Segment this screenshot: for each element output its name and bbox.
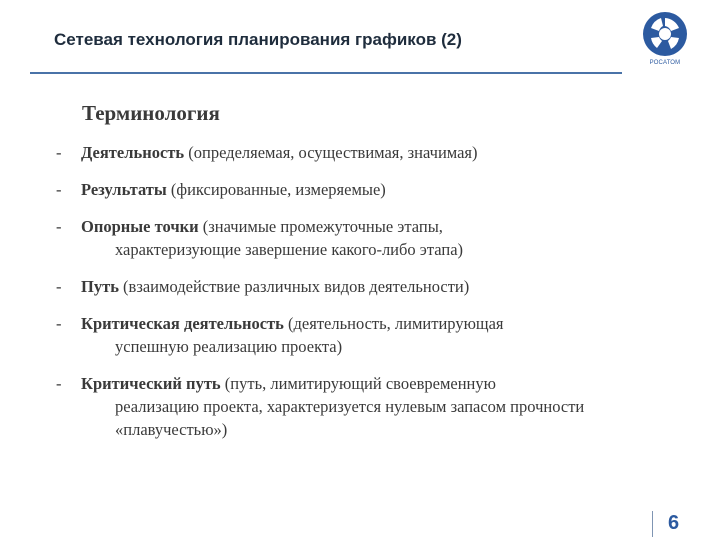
term-item	[56, 141, 616, 164]
list-dash: -	[56, 314, 62, 333]
list-dash: -	[56, 143, 62, 162]
term-description-continued: успешную реализацию проекта)	[115, 337, 343, 356]
term-description: (определяемая, осуществимая, значимая)	[184, 143, 478, 162]
term-item	[56, 372, 616, 441]
term-name: Результаты	[81, 180, 167, 199]
term-item	[56, 215, 616, 261]
term-item	[56, 275, 616, 298]
list-dash: -	[56, 180, 62, 199]
term-description: (путь, лимитирующий своевременную	[220, 374, 496, 393]
term-name: Путь	[81, 277, 119, 296]
list-dash: -	[56, 217, 62, 236]
term-description: (фиксированные, измеряемые)	[166, 180, 386, 199]
term-description: (значимые промежуточные этапы,	[198, 217, 443, 236]
page-number: 6	[668, 512, 680, 534]
rosatom-logo-icon	[637, 8, 693, 68]
term-item	[56, 178, 616, 201]
term-name: Опорные точки	[81, 217, 199, 236]
slide-title: Сетевая технология планирования графиков (2)	[54, 30, 462, 49]
section-title: Терминология	[82, 101, 220, 125]
list-dash: -	[56, 277, 62, 296]
term-description-continued: характеризующие завершение какого-либо этапа)	[115, 240, 464, 259]
term-description: (деятельность, лимитирующая	[283, 314, 504, 333]
term-description: (взаимодействие различных видов деятельности)	[118, 277, 470, 296]
header-divider	[30, 72, 622, 74]
term-name: Критический путь	[81, 374, 221, 393]
logo-caption: РОСАТОМ	[649, 60, 681, 66]
list-dash: -	[56, 374, 62, 393]
term-item	[56, 312, 616, 358]
term-name: Деятельность	[81, 143, 185, 162]
term-name: Критическая деятельность	[81, 314, 284, 333]
footer-divider	[652, 511, 653, 537]
term-description-continued: реализацию проекта, характеризуется нулевым запасом прочности «плавучестью»)	[115, 397, 585, 439]
terminology-list	[56, 141, 616, 441]
